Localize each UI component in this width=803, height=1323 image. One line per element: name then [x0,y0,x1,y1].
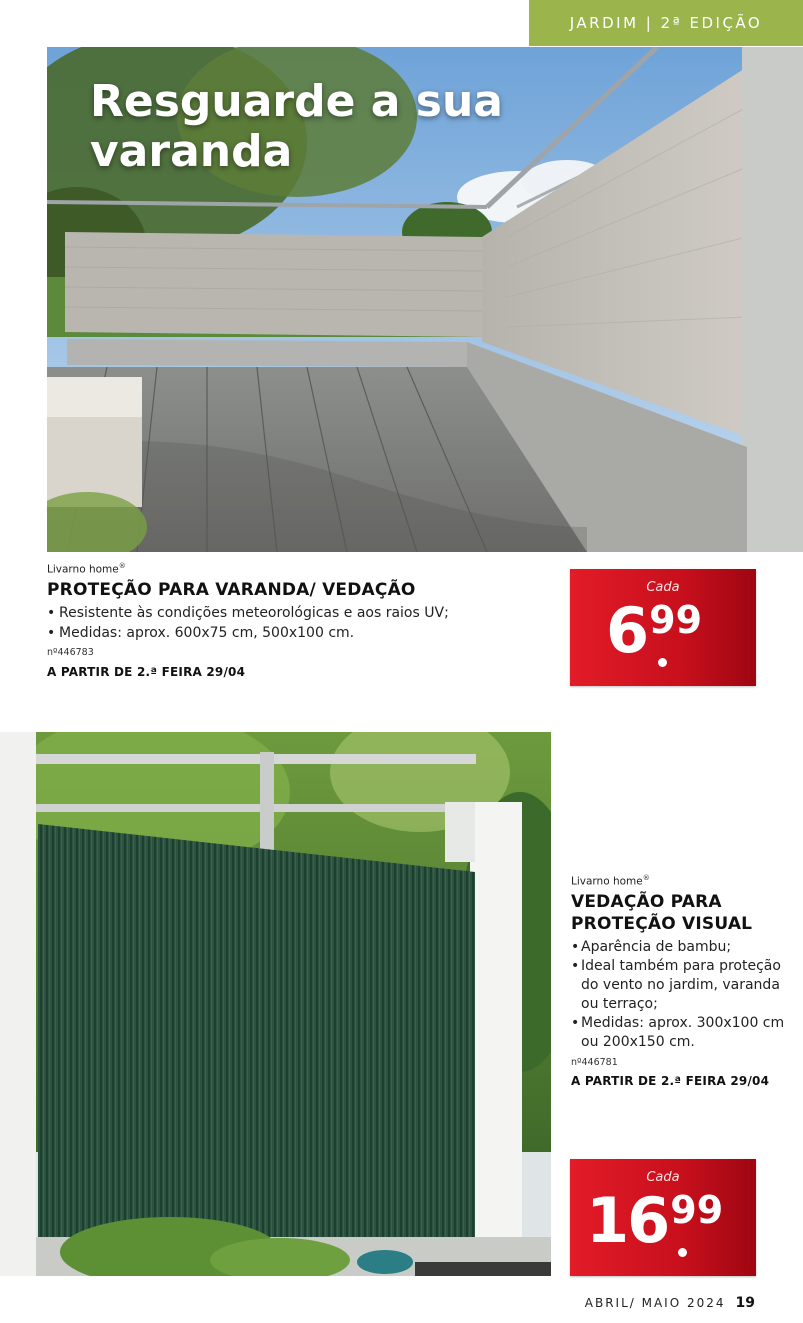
product2-feature: • Medidas: aprox. 300x100 cm ou 200x150 cm. [571,1014,786,1052]
product2-image-fence [0,732,551,1276]
product1-article-number: nº446783 [47,646,94,658]
product1-title: PROTEÇÃO PARA VARANDA/ VEDAÇÃO [47,579,416,600]
page-footer [585,1293,755,1313]
product2-feature: • Aparência de bambu; [571,938,786,957]
hero-title: Resguarde a sua varanda [90,76,503,177]
product1-price-value [606,594,703,667]
product2-price-value [586,1184,724,1257]
product1-price-decimal: 99 [649,598,703,642]
product2-title-line: PROTEÇÃO VISUAL [571,913,753,934]
product2-brand-mark: ® [642,874,650,882]
product1-brand-mark: ® [118,562,126,570]
product2-price-decimal: 99 [670,1188,724,1232]
fence-illustration [0,732,551,1276]
hero-image-balcony [47,47,803,552]
price-decimal-dot [678,1248,687,1257]
page-number: 19 [735,1295,755,1311]
price-decimal-dot [658,658,667,667]
product2-features [571,938,786,1052]
product1-brand-name: Livarno home [47,563,119,576]
product2-title [571,891,786,935]
product2-price-label: Cada [646,1170,680,1185]
section-tag-label: JARDIM | 2ª EDIÇÃO [569,14,763,32]
product2-article-number: nº446781 [571,1056,618,1068]
product1-price-integer: 6 [606,594,648,667]
product1-feature: • Medidas: aprox. 600x75 cm, 500x100 cm. [47,623,547,643]
product2-brand-name: Livarno home [571,875,643,888]
product2-price-tag [570,1159,756,1276]
product2-title-line: VEDAÇÃO PARA [571,891,722,912]
product1-info [47,562,547,679]
product1-price-label: Cada [646,580,680,595]
product2-price-integer: 16 [586,1184,669,1257]
product1-feature: • Resistente às condições meteorológicas e aos raios UV; [47,603,547,623]
product2-feature: • Ideal também para proteção do vento no jardim, varanda ou terraço; [571,957,786,1014]
product1-price-tag [570,569,756,686]
product1-brand [47,562,547,576]
product2-availability: A PARTIR DE 2.ª FEIRA 29/04 [571,1073,770,1088]
product2-info [571,874,786,1088]
product1-features [47,603,547,643]
footer-date: ABRIL/ MAIO 2024 [584,1296,726,1310]
product1-availability: A PARTIR DE 2.ª FEIRA 29/04 [47,664,246,679]
section-tag [529,0,803,46]
product2-brand [571,874,786,888]
